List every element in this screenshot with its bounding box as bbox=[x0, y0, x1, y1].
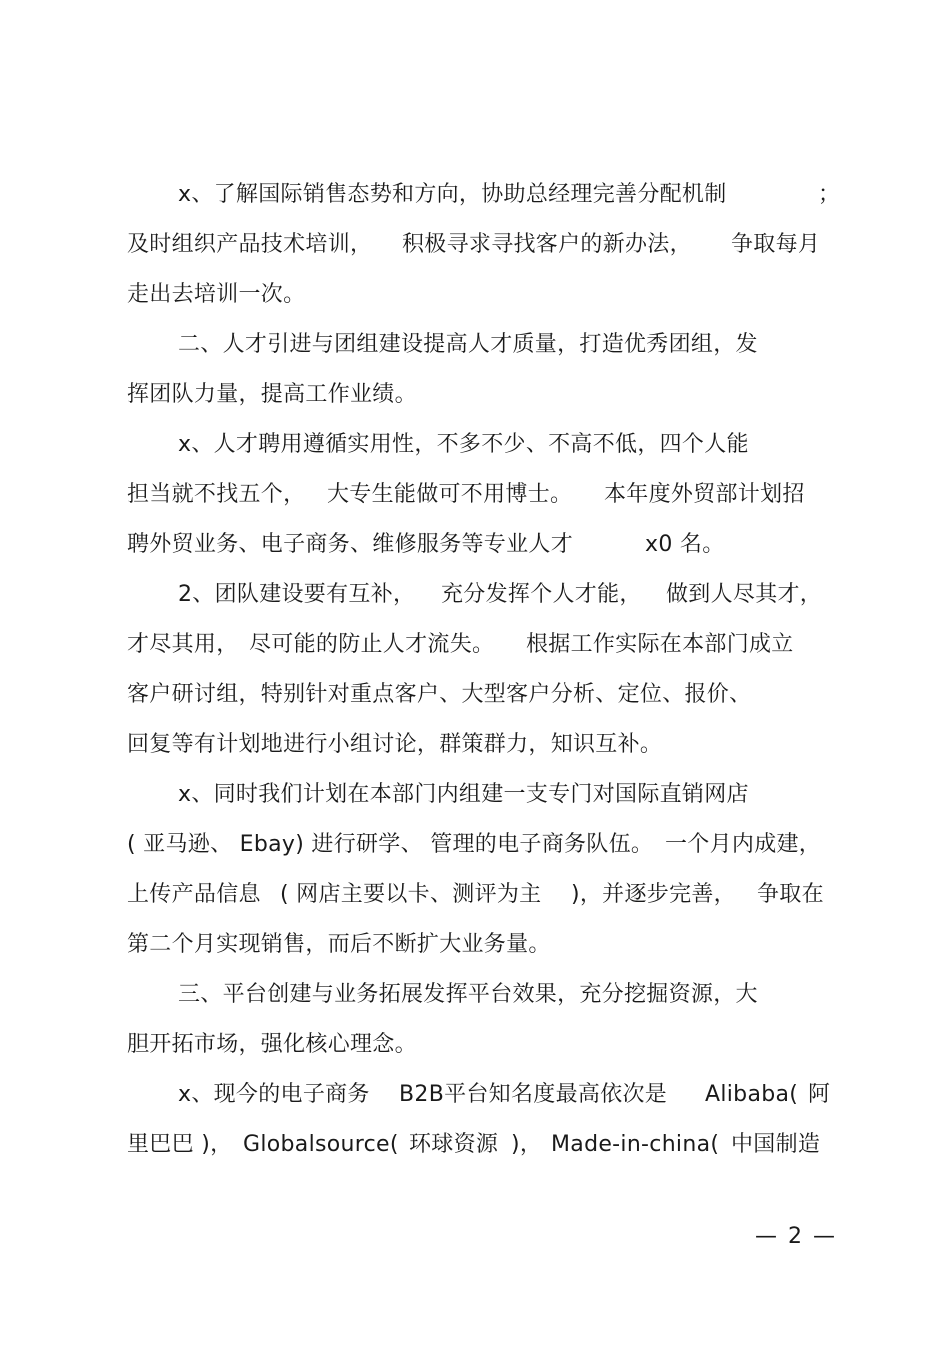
section-heading: 胆开拓市场，强化核心理念。 bbox=[127, 1032, 417, 1057]
text-line: 第二个月实现销售，而后不断扩大业务量。 bbox=[127, 932, 551, 957]
text-line: 走出去培训一次。 bbox=[127, 282, 306, 307]
text-line: )，并逐步完善， bbox=[571, 882, 736, 907]
text-line: x0 名。 bbox=[645, 532, 725, 557]
text-line: 2、团队建设要有互补， bbox=[178, 582, 416, 607]
text-line: B2B平台知名度最高依次是 bbox=[399, 1082, 668, 1107]
text-line: 争取每月 bbox=[731, 232, 821, 257]
text-line: 大专生能做可不用博士。 bbox=[327, 482, 573, 507]
text-line: x、现今的电子商务 bbox=[178, 1082, 370, 1107]
text-line: 环球资源 bbox=[409, 1132, 499, 1157]
text-line: 聘外贸业务、电子商务、维修服务等专业人才 bbox=[127, 532, 574, 557]
text-line: ( 网店主要以卡、测评为主 bbox=[280, 882, 542, 907]
text-line: Alibaba( bbox=[705, 1082, 799, 1107]
text-line: Globalsource( bbox=[243, 1132, 399, 1157]
text-line: 及时组织产品技术培训， bbox=[127, 232, 373, 257]
text-line: 根据工作实际在本部门成立 bbox=[526, 632, 794, 657]
text-line: 上传产品信息 bbox=[127, 882, 261, 907]
text-line: 回复等有计划地进行小组讨论，群策群力，知识互补。 bbox=[127, 732, 663, 757]
text-line: 担当就不找五个， bbox=[127, 482, 306, 507]
section-heading: 二、人才引进与团组建设提高人才质量，打造优秀团组，发 bbox=[178, 332, 758, 357]
text-line: )， bbox=[511, 1132, 543, 1157]
section-heading: 挥团队力量，提高工作业绩。 bbox=[127, 382, 417, 407]
text-line: x、人才聘用遵循实用性，不多不少、不高不低，四个人能 bbox=[178, 432, 749, 457]
text-line: ； bbox=[818, 182, 841, 207]
text-line: 阿 bbox=[808, 1082, 831, 1107]
text-line: 做到人尽其才， bbox=[666, 582, 823, 607]
section-heading: 三、平台创建与业务拓展发挥平台效果，充分挖掘资源，大 bbox=[178, 982, 758, 1007]
text-line: 一个月内成建， bbox=[665, 832, 822, 857]
page-number: — 2 — bbox=[755, 1224, 837, 1249]
text-line: 尽可能的防止人才流失。 bbox=[249, 632, 495, 657]
text-line: Made-in-china( bbox=[551, 1132, 720, 1157]
text-line: x、了解国际销售态势和方向，协助总经理完善分配机制 bbox=[178, 182, 727, 207]
text-line: 中国制造 bbox=[731, 1132, 821, 1157]
text-line: 客户研讨组，特别针对重点客户、大型客户分析、定位、报价、 bbox=[127, 682, 752, 707]
text-line: 充分发挥个人才能， bbox=[441, 582, 642, 607]
text-line: ( 亚马逊、 Ebay) 进行研学、 管理的电子商务队伍。 bbox=[127, 832, 654, 857]
text-line: 本年度外贸部计划招 bbox=[604, 482, 805, 507]
text-line: 里巴巴 )， bbox=[127, 1132, 233, 1157]
text-line: 才尽其用， bbox=[127, 632, 239, 657]
text-line: 争取在 bbox=[757, 882, 824, 907]
text-line: x、同时我们计划在本部门内组建一支专门对国际直销网店 bbox=[178, 782, 749, 807]
text-line: 积极寻求寻找客户的新办法， bbox=[402, 232, 692, 257]
